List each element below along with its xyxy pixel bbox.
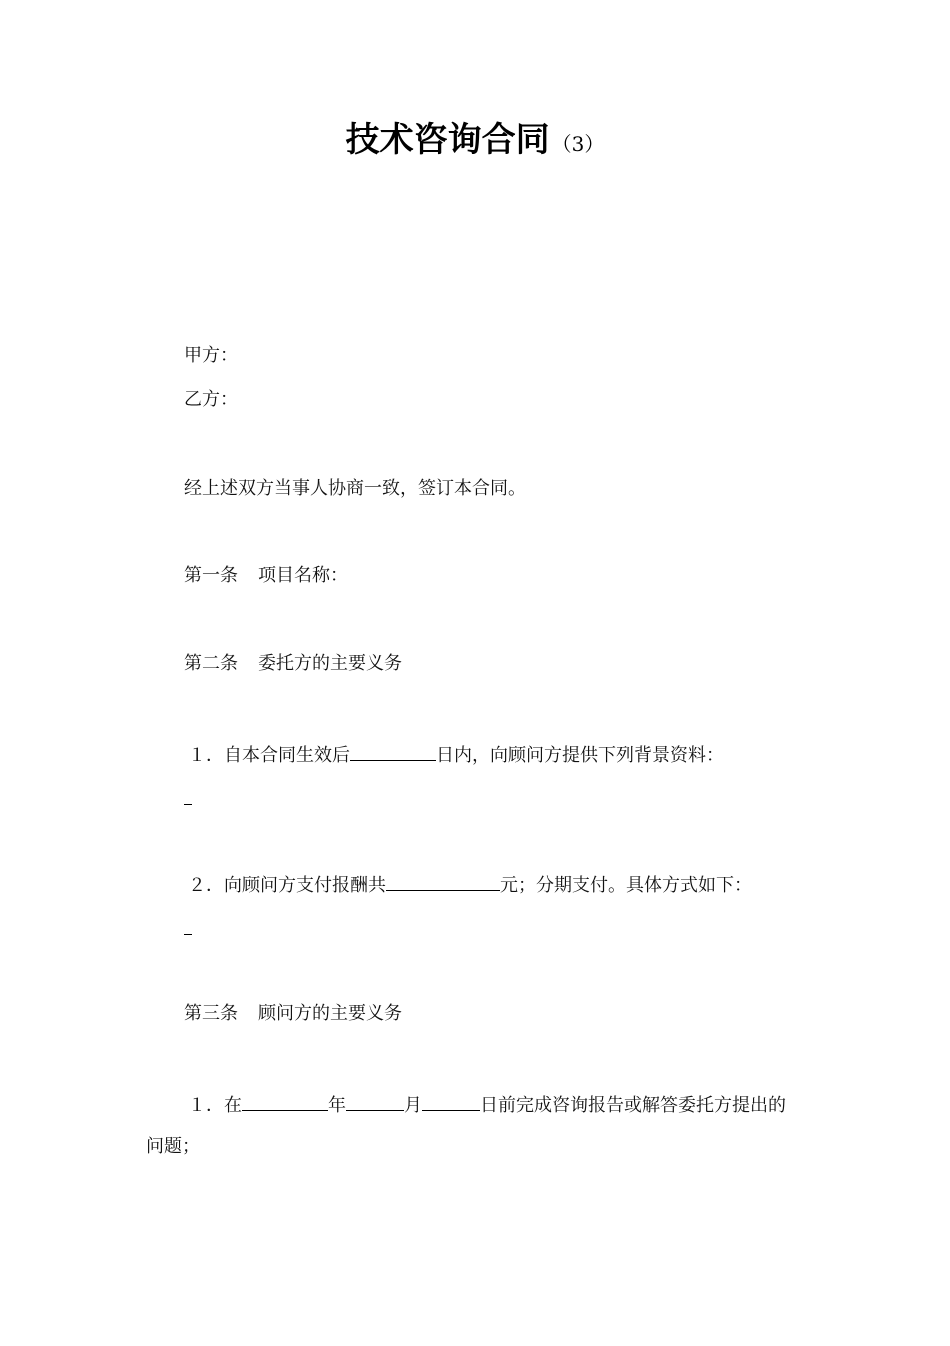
- amount-blank: [386, 870, 500, 891]
- preamble-text: 经上述双方当事人协商一致，签订本合同。: [184, 478, 526, 499]
- article-2-text: 委托方的主要义务: [258, 653, 402, 674]
- item-number: １．: [188, 1095, 224, 1116]
- item-text-before: 自本合同生效后: [224, 745, 350, 766]
- item-text-before: 在: [224, 1095, 242, 1116]
- year-label: 年: [328, 1095, 346, 1116]
- article-2-heading: 第二条: [184, 653, 238, 674]
- article-2-item-2: [188, 870, 752, 899]
- background-materials-blank: [184, 804, 192, 805]
- item-text-before: 向顾问方支付报酬共: [224, 875, 386, 896]
- item-number: １．: [188, 745, 224, 766]
- month-label: 月: [404, 1095, 422, 1116]
- document-title: [0, 118, 950, 166]
- item-text-after: 日前完成咨询报告或解答委托方提出的: [480, 1095, 786, 1116]
- item-number: ２．: [188, 875, 224, 896]
- article-1: [184, 563, 348, 589]
- article-3-heading: 第三条: [184, 1003, 238, 1024]
- article-3: [184, 1001, 402, 1027]
- article-3-item-1-continuation: 问题；: [146, 1136, 200, 1157]
- party-b-label: 乙方：: [184, 389, 238, 410]
- title-suffix: （3）: [551, 132, 605, 156]
- article-3-text: 顾问方的主要义务: [258, 1003, 402, 1024]
- article-2-item-1: [188, 740, 724, 769]
- title-main: 技术咨询合同: [345, 120, 550, 160]
- payment-method-blank: [184, 934, 192, 935]
- article-3-item-1: [188, 1090, 786, 1119]
- item-text-after: 元；分期支付。具体方式如下：: [500, 875, 752, 896]
- month-blank: [346, 1090, 404, 1111]
- party-a-label: 甲方：: [184, 345, 238, 366]
- article-1-text: 项目名称：: [258, 565, 348, 586]
- article-2: [184, 651, 402, 677]
- article-1-heading: 第一条: [184, 565, 238, 586]
- item-text-after: 日内，向顾问方提供下列背景资料：: [436, 745, 724, 766]
- year-blank: [242, 1090, 328, 1111]
- days-blank: [350, 740, 436, 761]
- day-blank: [422, 1090, 480, 1111]
